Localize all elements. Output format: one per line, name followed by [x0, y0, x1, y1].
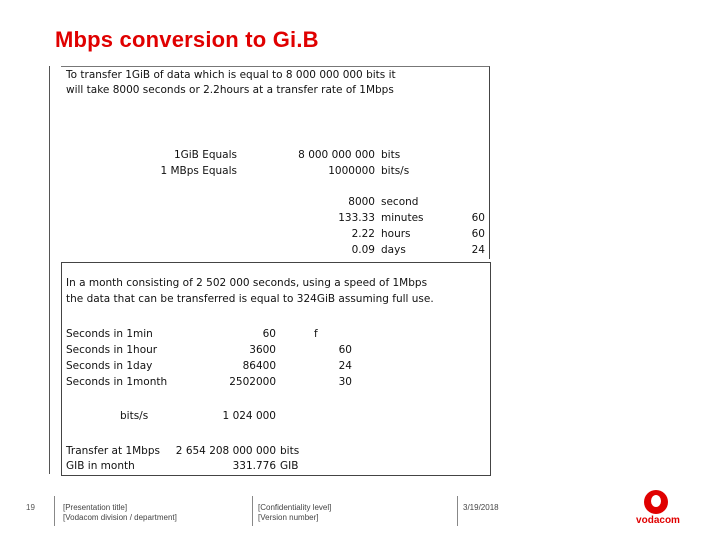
- panel2-intro-line1: In a month consisting of 2 502 000 seconds, using a speed of 1Mbps: [66, 277, 428, 289]
- speechmark-icon: [644, 490, 668, 514]
- panel2-row-value: 3600: [249, 344, 276, 356]
- panel2-row-factor: 24: [338, 360, 352, 372]
- panel1-row-label: 1 MBps Equals: [160, 165, 237, 177]
- footer-title-line1: [Presentation title]: [63, 503, 128, 512]
- panel2-transfer-unit: bits: [280, 445, 300, 457]
- footer-conf-line2: [Version number]: [258, 513, 319, 522]
- panel2-transfer-value: 2 654 208 000 000: [175, 445, 276, 457]
- panel2-row-value: 86400: [242, 360, 276, 372]
- page-number: 19: [26, 503, 35, 512]
- panel2-gib-label: GIB in month: [66, 460, 135, 472]
- panel1-row-factor: 60: [471, 212, 485, 224]
- footer-presentation-title: [63, 503, 177, 523]
- panel2-transfer-label: Transfer at 1Mbps: [66, 445, 160, 457]
- panel2-row-label: Seconds in 1month: [66, 376, 168, 388]
- footer-date: 3/19/2018: [463, 503, 499, 512]
- slide-title: Mbps conversion to Gi.B: [55, 27, 319, 52]
- panel2-bits-label: bits/s: [120, 410, 149, 422]
- panel1-intro-line1: To transfer 1GiB of data which is equal to 8 000 000 000 bits it: [66, 69, 396, 81]
- panel1-row-unit: minutes: [381, 212, 424, 224]
- footer-title-line2: [Vodacom division / department]: [63, 513, 177, 522]
- panel2-row-label: Seconds in 1day: [66, 360, 153, 372]
- panel1-row-unit: bits: [381, 149, 401, 161]
- panel1-row-value: 1000000: [328, 165, 375, 177]
- panel1-row-unit: bits/s: [381, 165, 410, 177]
- panel1-row-value: 8 000 000 000: [298, 149, 375, 161]
- panel1-intro-line2: will take 8000 seconds or 2.2hours at a transfer rate of 1Mbps: [66, 84, 394, 96]
- panel2-bits-value: 1 024 000: [222, 410, 276, 422]
- footer-divider: [252, 496, 253, 526]
- logo-wordmark: vodacom: [636, 515, 680, 526]
- panel2-gib-unit: GIB: [280, 460, 299, 472]
- footer-divider: [457, 496, 458, 526]
- panel2-gib-value: 331.776: [232, 460, 276, 472]
- panel1-row-label: 1GiB Equals: [173, 149, 237, 161]
- panel1-row-value: 2.22: [351, 228, 375, 240]
- panel2-intro-line2: the data that can be transferred is equal to 324GiB assuming full use.: [66, 293, 434, 305]
- conversion-table-1: [61, 66, 490, 259]
- left-rule: [49, 66, 50, 474]
- footer-divider: [54, 496, 55, 526]
- panel2-row-value: 2502000: [229, 376, 276, 388]
- conversion-table-2: [61, 262, 491, 476]
- panel1-row-value: 8000: [348, 196, 375, 208]
- panel1-row-factor: 60: [471, 228, 485, 240]
- panel2-row-factor: 30: [338, 376, 352, 388]
- panel1-row-unit: days: [381, 244, 406, 256]
- panel2-row-label: Seconds in 1min: [66, 328, 153, 340]
- vodacom-logo: [628, 490, 688, 530]
- panel1-row-value: 0.09: [351, 244, 375, 256]
- panel2-header-f: f: [314, 328, 318, 340]
- panel2-row-label: Seconds in 1hour: [66, 344, 158, 356]
- panel2-row-factor: 60: [338, 344, 352, 356]
- panel1-row-unit: second: [381, 196, 419, 208]
- panel2-row-value: 60: [262, 328, 276, 340]
- panel1-row-value: 133.33: [338, 212, 375, 224]
- footer-conf-line1: [Confidentiality level]: [258, 503, 332, 512]
- footer-confidentiality: [258, 503, 331, 523]
- panel1-row-unit: hours: [381, 228, 411, 240]
- panel1-row-factor: 24: [471, 244, 485, 256]
